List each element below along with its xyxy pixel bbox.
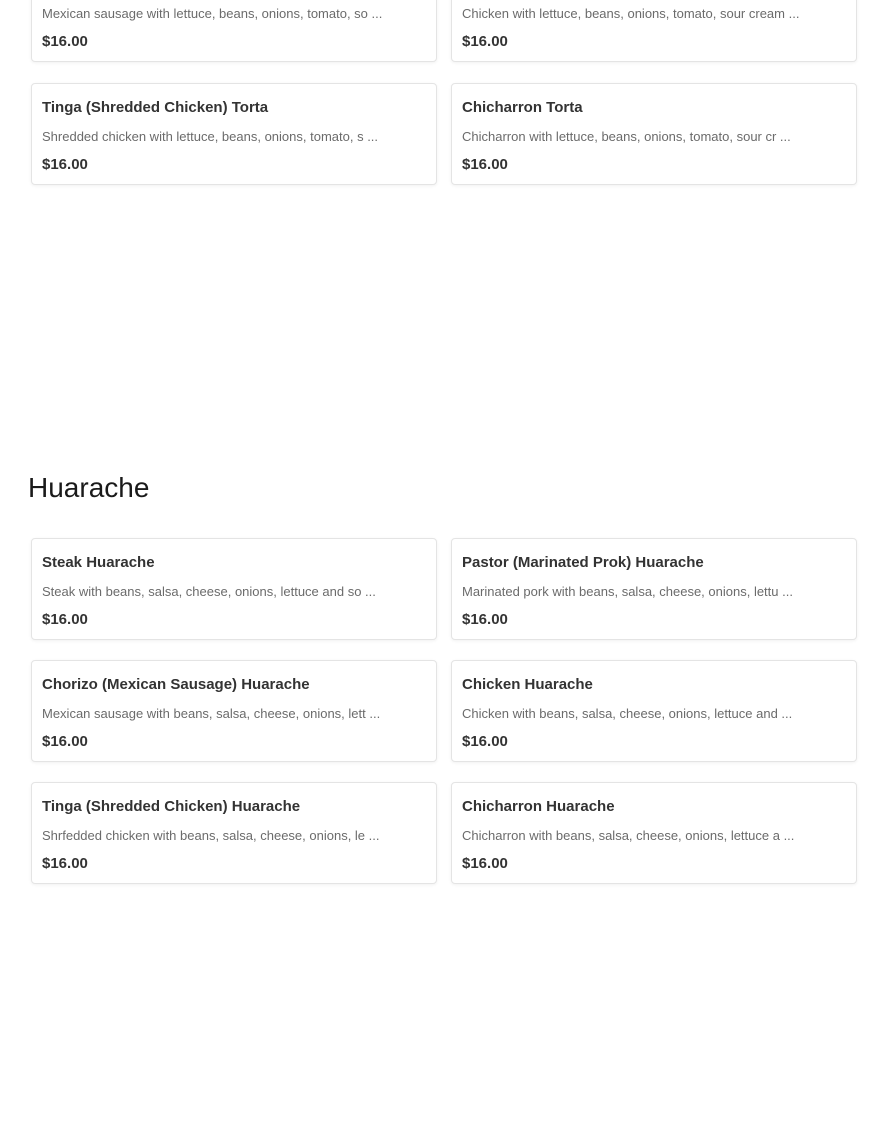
menu-item-price: $16.00 bbox=[462, 611, 508, 628]
menu-item-description: Mexican sausage with beans, salsa, cheese, onions, lett ... bbox=[42, 706, 381, 721]
menu-item-card[interactable] bbox=[451, 782, 857, 884]
menu-item-card[interactable] bbox=[31, 660, 437, 762]
menu-item-price: $16.00 bbox=[462, 733, 508, 750]
menu-item-price: $16.00 bbox=[42, 33, 88, 50]
menu-item-name: Chicharron Huarache bbox=[462, 798, 615, 815]
menu-item-name: Chorizo (Mexican Sausage) Huarache bbox=[42, 676, 310, 693]
menu-item-card[interactable] bbox=[451, 538, 857, 640]
menu-item-description: Chicharron with lettuce, beans, onions, tomato, sour cr ... bbox=[462, 129, 791, 144]
section-title-huarache: Huarache bbox=[28, 472, 150, 503]
menu-item-price: $16.00 bbox=[462, 33, 508, 50]
menu-item-price: $16.00 bbox=[42, 611, 88, 628]
menu-item-name: Steak Huarache bbox=[42, 554, 155, 571]
menu-item-name: Pastor (Marinated Prok) Huarache bbox=[462, 554, 704, 571]
menu-item-description: Marinated pork with beans, salsa, cheese, onions, lettu ... bbox=[462, 584, 793, 599]
menu-item-name: Chicharron Torta bbox=[462, 99, 583, 116]
menu-item-description: Chicken with beans, salsa, cheese, onions, lettuce and ... bbox=[462, 706, 793, 721]
menu-item-card[interactable] bbox=[31, 782, 437, 884]
menu-item-description: Chicken with lettuce, beans, onions, tomato, sour cream ... bbox=[462, 6, 800, 21]
menu-item-description: Steak with beans, salsa, cheese, onions, lettuce and so ... bbox=[42, 584, 376, 599]
menu-item-name: Tinga (Shredded Chicken) Huarache bbox=[42, 798, 301, 815]
menu-item-card[interactable] bbox=[31, 83, 437, 185]
menu-item-description: Mexican sausage with lettuce, beans, onions, tomato, so ... bbox=[42, 6, 383, 21]
menu-item-card[interactable] bbox=[31, 538, 437, 640]
menu-item-name: Tinga (Shredded Chicken) Torta bbox=[42, 99, 269, 116]
menu-item-description: Chicharron with beans, salsa, cheese, onions, lettuce a ... bbox=[462, 828, 795, 843]
menu-item-card[interactable] bbox=[451, 0, 857, 62]
menu-item-description: Shredded chicken with lettuce, beans, onions, tomato, s ... bbox=[42, 129, 379, 144]
menu-item-price: $16.00 bbox=[462, 156, 508, 173]
menu-item-card[interactable] bbox=[451, 660, 857, 762]
menu-item-description: Shrfedded chicken with beans, salsa, cheese, onions, le ... bbox=[42, 828, 380, 843]
menu-item-card[interactable] bbox=[31, 0, 437, 62]
menu-item-price: $16.00 bbox=[462, 855, 508, 872]
menu-item-card[interactable] bbox=[451, 83, 857, 185]
menu-item-name: Chicken Huarache bbox=[462, 676, 593, 693]
menu-item-price: $16.00 bbox=[42, 733, 88, 750]
menu-item-price: $16.00 bbox=[42, 156, 88, 173]
menu-item-price: $16.00 bbox=[42, 855, 88, 872]
